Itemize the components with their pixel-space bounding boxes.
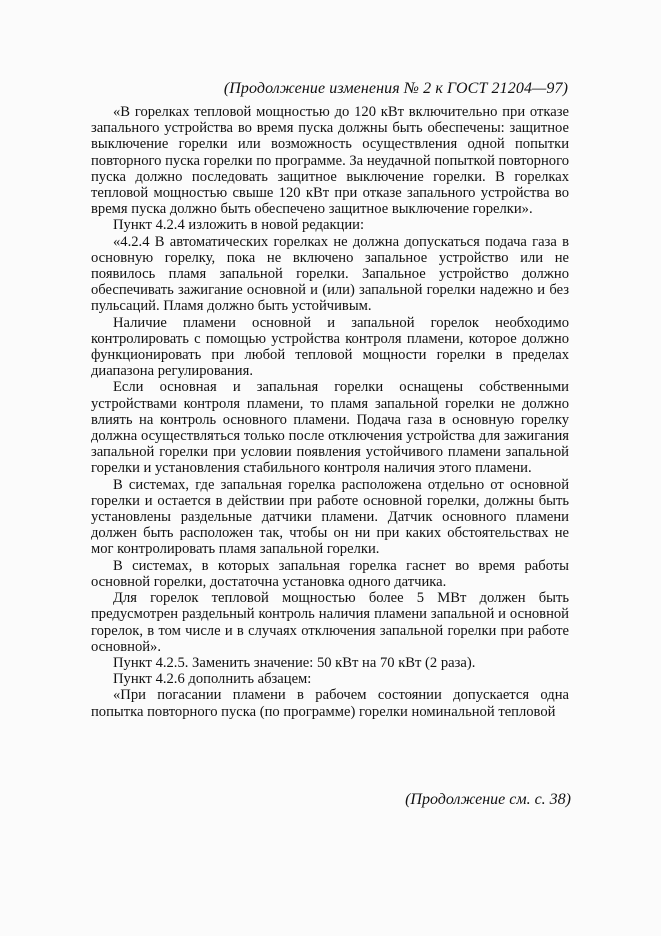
paragraph: Пункт 4.2.6 дополнить абзацем:: [113, 671, 312, 688]
continuation-header: (Продолжение изменения № 2 к ГОСТ 21204—97): [223, 80, 568, 97]
paragraph: В системах, в которых запальная горелка гаснет во время работы основной горелки, достаточна установка одного датчика.: [91, 557, 569, 590]
paragraph: «4.2.4 В автоматических горелках не должна допускаться подача газа в основную горелку, пока не включено запальное устройство или не появилось пламя запальной горелки. Запальное устройство должно обеспечивать зажигание основной и (или) запальной горелки надежно и без пульсаций. Пламя должно быть устойчивым.: [91, 233, 569, 315]
paragraph: В системах, где запальная горелка расположена отдельно от основной горелки и остается в действии при работе основной горелки, должны быть установлены раздельные датчики пламени. Датчик основного пламени должен быть расположен так, чтобы он ни при каких обстоятельствах не мог контролировать пламя запальной горелки.: [91, 476, 569, 558]
paragraph: «При погасании пламени в рабочем состоянии допускается одна попытка повторного пуска (по программе) горелки номинальной тепловой: [91, 687, 569, 720]
paragraph: Пункт 4.2.4 изложить в новой редакции:: [113, 217, 365, 234]
paragraph: Пункт 4.2.5. Заменить значение: 50 кВт на 70 кВт (2 раза).: [113, 654, 476, 671]
paragraph: Для горелок тепловой мощностью более 5 МВт должен быть предусмотрен раздельный контроль наличия пламени запальной и основной горелок, в том числе и в случаях отключения запальной горелки при работе основной».: [91, 590, 569, 655]
paragraph: Наличие пламени основной и запальной горелок необходимо контролировать с помощью устройства контроля пламени, которое должно функционировать при любой тепловой мощности горелки в пределах диапазона регулирования.: [91, 314, 569, 380]
document-body: [91, 104, 569, 720]
paragraph: «В горелках тепловой мощностью до 120 кВт включительно при отказе запального устройства во время пуска должны быть обеспечены: защитное выключение горелки или возможность осуществления одной попытки повторного пуска горелки по программе. За неудачной попыткой повторного пуска должно последовать защитное выключение горелки. В горелках тепловой мощностью свыше 120 кВт при отказе запального устройства во время пуска должно быть обеспечено защитное выключение горелки».: [91, 104, 569, 218]
paragraph: Если основная и запальная горелки оснащены собственными устройствами контроля пламени, то пламя запальной горелки не должно влиять на контроль основного пламени. Подача газа в основную горелку должна осуществляться только после отключения устройства для зажигания запальной горелки при условии появления устойчивого пламени запальной горелки и установления стабильного контроля наличия этого пламени.: [91, 379, 569, 477]
continuation-footer: (Продолжение см. с. 38): [405, 791, 571, 808]
